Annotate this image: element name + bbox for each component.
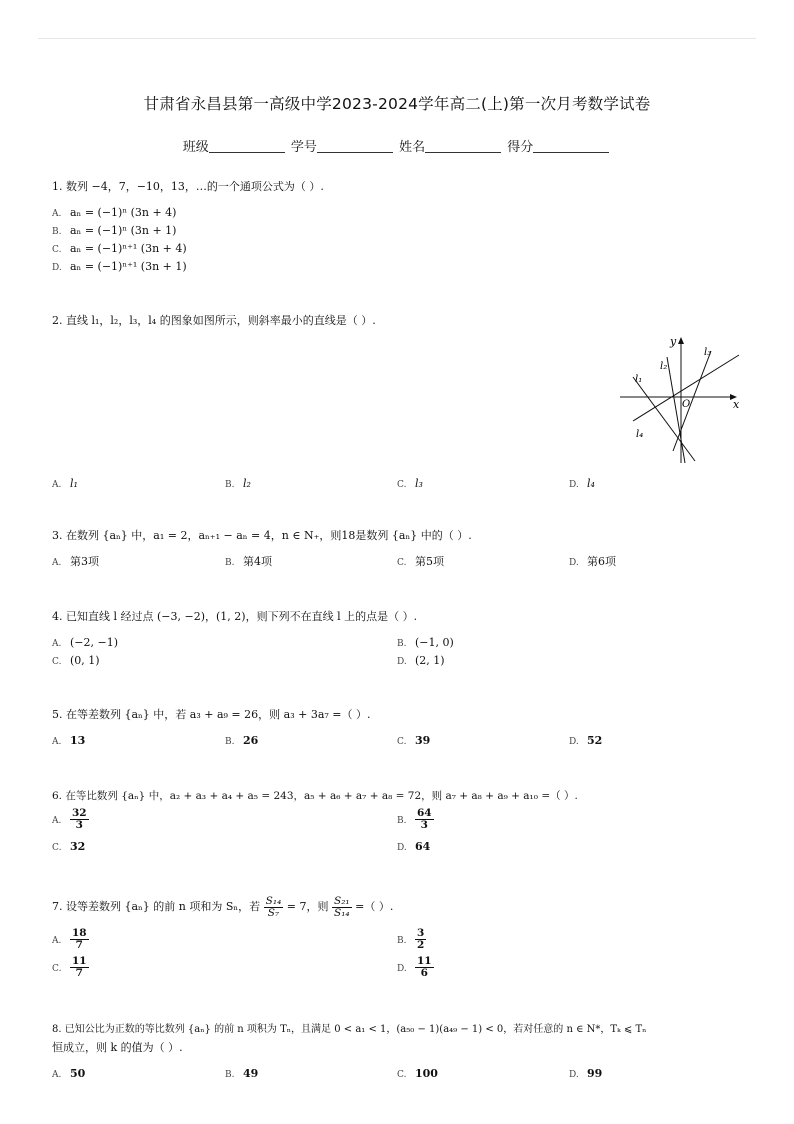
q3-option-c[interactable]: C. 第5项 xyxy=(397,555,444,568)
question-7-stem: 7. 设等差数列 {aₙ} 的前 n 项和为 Sₙ，若 $\frac{\text{S₁₄}}{\text{S₇}}$ = 7，则 $\frac{\text{S₂₁}}{\text{S₁₄}}$ =（ ）. xyxy=(52,894,394,919)
x-axis-label: x xyxy=(733,398,740,411)
q2-option-b[interactable]: B. l₂ xyxy=(225,477,251,490)
top-divider xyxy=(38,38,756,39)
q4-option-b[interactable]: B. (−1, 0) xyxy=(397,636,454,649)
q6-option-b[interactable]: B. $\frac{64}{3}$ xyxy=(397,807,432,831)
q7-option-a[interactable]: A. $\frac{18}{7}$ xyxy=(52,927,87,951)
question-6-stem: 6. 在等比数列 {aₙ} 中，a₂ + a₃ + a₄ + a₅ = 243，a₅ + a₆ + a₇ + a₈ = 72，则 a₇ + a₈ + a₉ + a₁₀ =（ ）. xyxy=(52,790,578,802)
q5-option-b[interactable]: B. 26 xyxy=(225,734,259,747)
score-label: 得分 xyxy=(507,140,534,155)
q8-option-a[interactable]: A. 50 xyxy=(52,1067,86,1080)
class-blank[interactable] xyxy=(209,140,285,153)
line-l2 xyxy=(667,357,685,463)
q7-condition-fraction: $\frac{\text{S₁₄}}{\text{S₇}}$ xyxy=(265,894,282,919)
question-4-stem: 4. 已知直线 l 经过点 (−3, −2)，(1, 2)，则下列不在直线 l 上的点是（ ）. xyxy=(52,610,418,623)
name-label: 姓名 xyxy=(399,140,426,155)
q6-option-a[interactable]: A. $\frac{32}{3}$ xyxy=(52,807,87,831)
q8-option-c[interactable]: C. 100 xyxy=(397,1067,438,1080)
q4-option-d[interactable]: D. (2, 1) xyxy=(397,654,445,667)
q7-d-fraction: $\frac{11}{6}$ xyxy=(417,955,432,979)
page-title: 甘肃省永昌县第一高级中学2023-2024学年高二(上)第一次月考数学试卷 xyxy=(143,95,651,113)
q3-option-d[interactable]: D. 第6项 xyxy=(569,555,616,568)
q1-option-c[interactable]: C. aₙ = (−1)ⁿ⁺¹ (3n + 4) xyxy=(52,242,187,255)
question-5-stem: 5. 在等差数列 {aₙ} 中，若 a₃ + a₉ = 26，则 a₃ + 3a₇ =（ ）. xyxy=(52,708,371,721)
name-blank[interactable] xyxy=(425,140,501,153)
q4-option-c[interactable]: C. (0, 1) xyxy=(52,654,100,667)
l3-label: l₃ xyxy=(704,347,712,358)
q4-option-a[interactable]: A. (−2, −1) xyxy=(52,636,119,649)
q7-a-fraction: $\frac{18}{7}$ xyxy=(72,927,87,951)
line-l1 xyxy=(633,377,695,461)
q7-option-b[interactable]: B. $\frac{3}{2}$ xyxy=(397,927,425,951)
l2-label: l₂ xyxy=(660,361,668,372)
q8-option-d[interactable]: D. 99 xyxy=(569,1067,603,1080)
question-8-stem-line1: 8. 已知公比为正数的等比数列 {aₙ} 的前 n 项积为 Tₙ，且满足 0 < a₁ < 1，(a₅₀ − 1)(a₄₉ − 1) < 0，若对任意的 n ∈ N*，Tₖ ⩽ Tₙ xyxy=(52,1024,647,1035)
student-id-label: 学号 xyxy=(290,140,317,155)
q7-b-fraction: $\frac{3}{2}$ xyxy=(417,927,425,951)
l4-label: l₄ xyxy=(636,429,644,440)
q3-option-b[interactable]: B. 第4项 xyxy=(225,555,272,568)
q7-option-d[interactable]: D. $\frac{11}{6}$ xyxy=(397,955,432,979)
q5-option-c[interactable]: C. 39 xyxy=(397,734,431,747)
q1-option-a[interactable]: A. aₙ = (−1)ⁿ (3n + 4) xyxy=(52,206,177,219)
score-blank[interactable] xyxy=(533,140,609,153)
q2-lines-figure xyxy=(615,333,745,468)
q5-option-a[interactable]: A. 13 xyxy=(52,734,86,747)
question-2-stem: 2. 直线 l₁，l₂，l₃，l₄ 的图象如图所示，则斜率最小的直线是（ ）. xyxy=(52,314,376,327)
q2-option-d[interactable]: D. l₄ xyxy=(569,477,595,490)
q2-option-c[interactable]: C. l₃ xyxy=(397,477,423,490)
q7-option-c[interactable]: C. $\frac{11}{7}$ xyxy=(52,955,87,979)
q6-b-fraction: $\frac{64}{3}$ xyxy=(417,807,432,831)
q2-option-a[interactable]: A. l₁ xyxy=(52,477,78,490)
student-id-blank[interactable] xyxy=(317,140,393,153)
q1-option-b[interactable]: B. aₙ = (−1)ⁿ (3n + 1) xyxy=(52,224,177,237)
q6-option-d[interactable]: D. 64 xyxy=(397,840,431,853)
line-l4 xyxy=(633,355,739,421)
line-l3 xyxy=(673,351,711,451)
q7-c-fraction: $\frac{11}{7}$ xyxy=(72,955,87,979)
question-8-stem-line2: 恒成立，则 k 的值为（ ）. xyxy=(52,1041,183,1054)
q8-option-b[interactable]: B. 49 xyxy=(225,1067,259,1080)
question-3-stem: 3. 在数列 {aₙ} 中，a₁ = 2，aₙ₊₁ − aₙ = 4，n ∈ N₊，则18是数列 {aₙ} 中的（ ）. xyxy=(52,529,472,542)
q7-target-fraction: $\frac{\text{S₂₁}}{\text{S₁₄}}$ xyxy=(334,894,350,919)
y-axis-label: y xyxy=(670,335,677,348)
q6-option-c[interactable]: C. 32 xyxy=(52,840,86,853)
origin-label: O xyxy=(682,399,691,410)
student-info-line xyxy=(0,136,794,155)
question-1-stem: 1. 数列 −4，7，−10，13，…的一个通项公式为（ ）. xyxy=(52,180,324,193)
q3-option-a[interactable]: A. 第3项 xyxy=(52,555,99,568)
class-label: 班级 xyxy=(182,140,209,155)
y-axis-arrow xyxy=(678,337,684,344)
q5-option-d[interactable]: D. 52 xyxy=(569,734,603,747)
q6-a-fraction: $\frac{32}{3}$ xyxy=(72,807,87,831)
q1-option-d[interactable]: D. aₙ = (−1)ⁿ⁺¹ (3n + 1) xyxy=(52,260,187,273)
l1-label: l₁ xyxy=(635,374,643,385)
